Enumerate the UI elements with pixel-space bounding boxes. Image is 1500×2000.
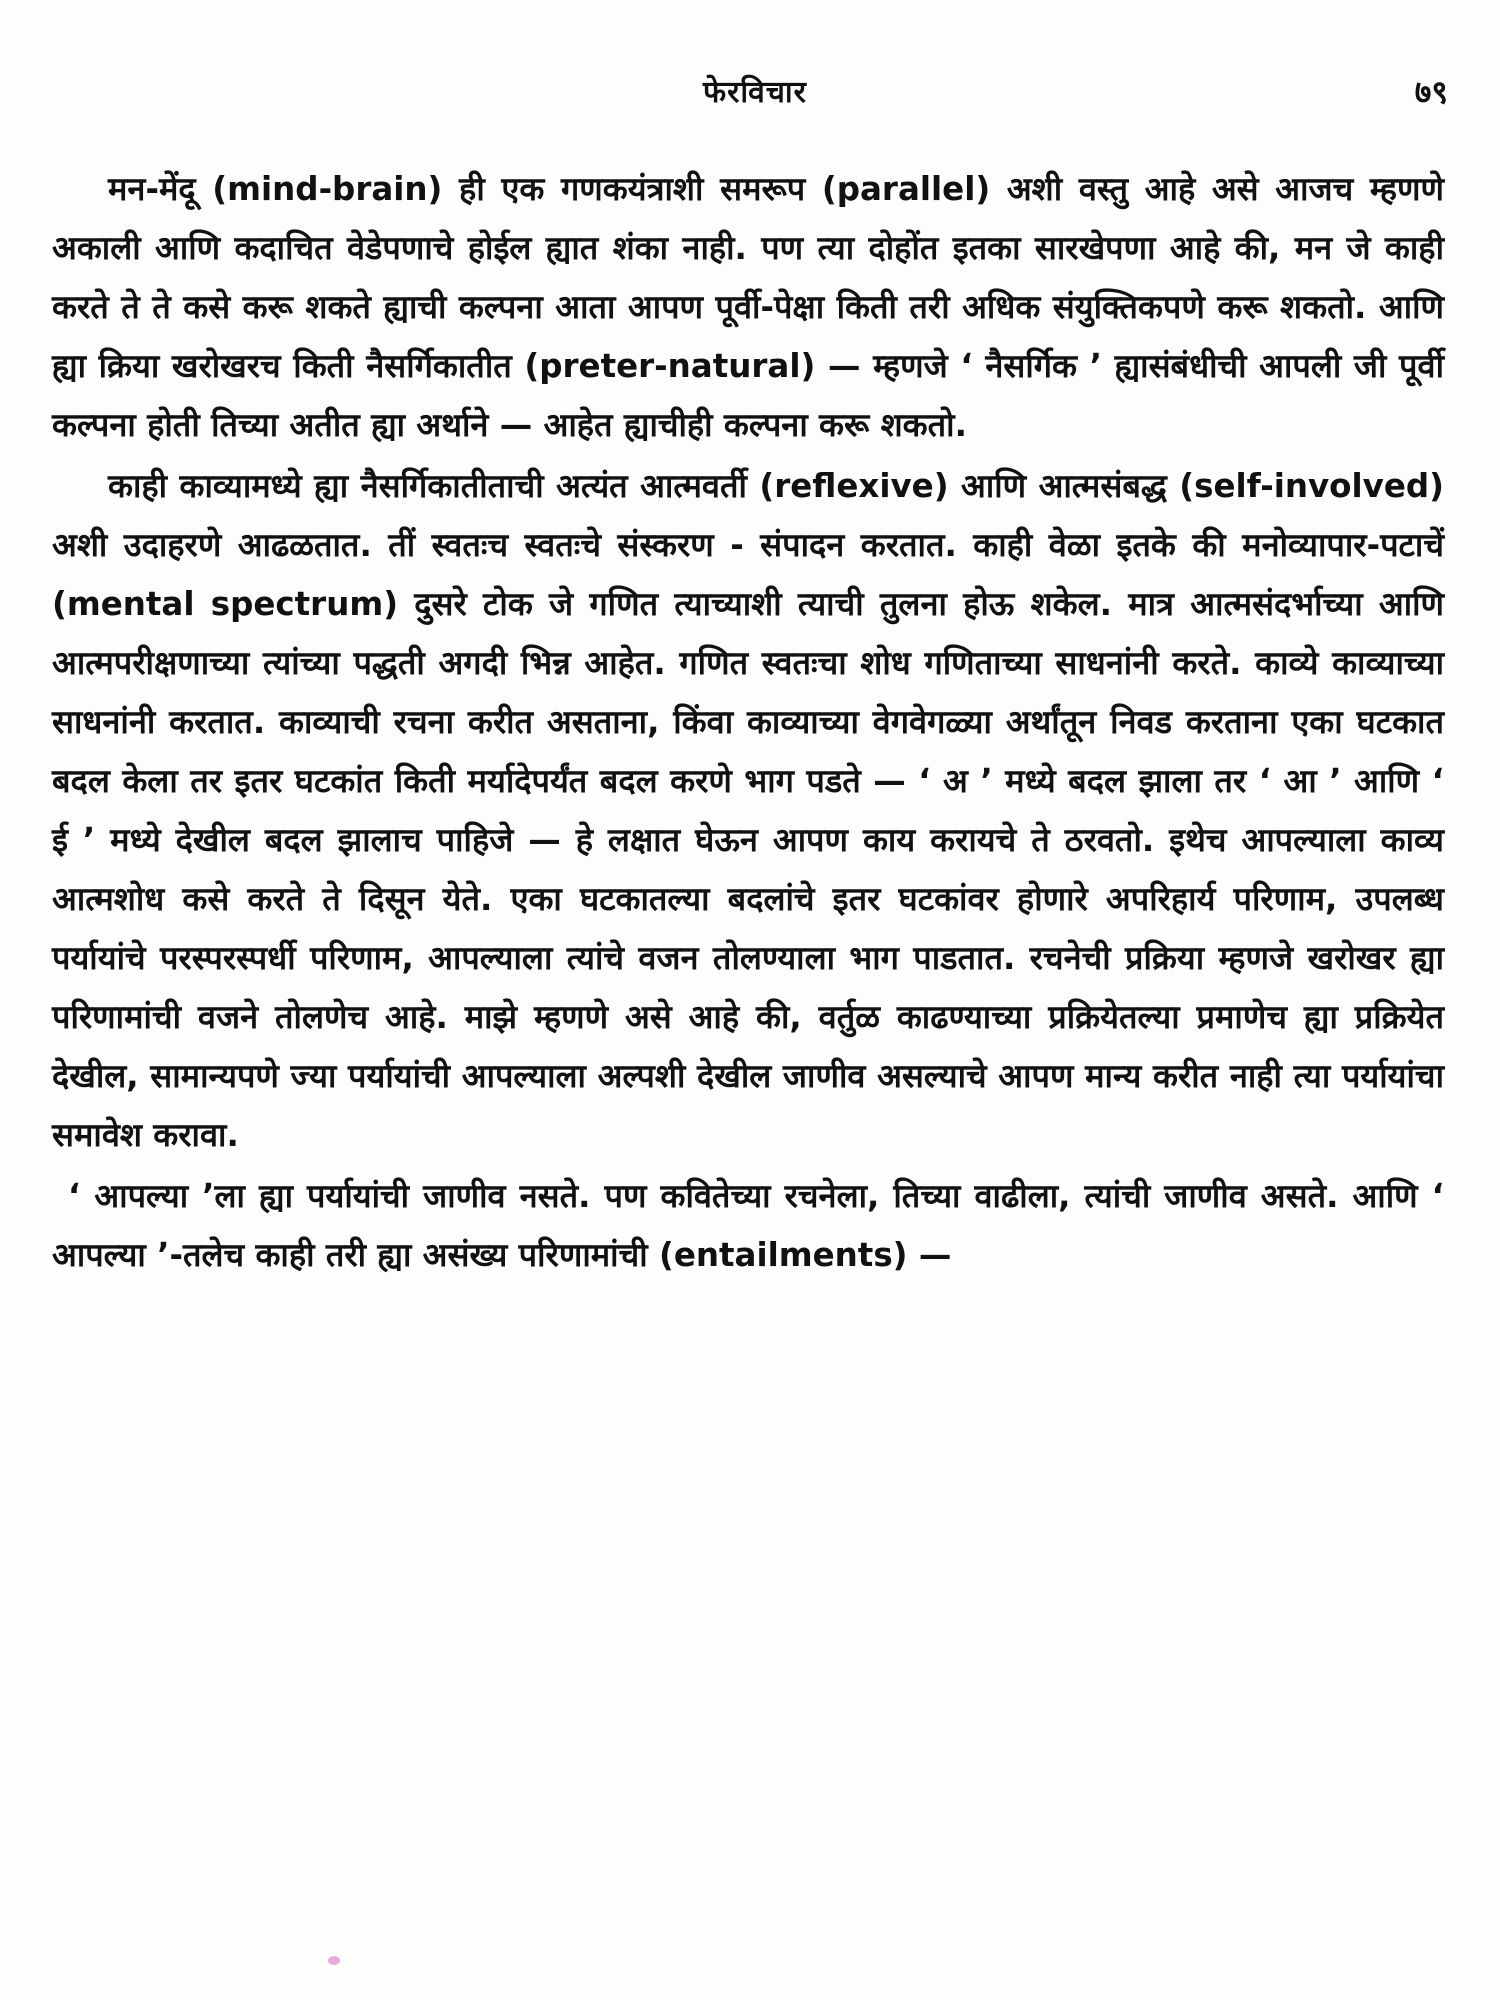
paragraph-3: ‘ आपल्या ’ला ह्या पर्यायांची जाणीव नसते. पण कवितेच्या रचनेला, तिच्या वाढीला, त्यांची जाणीव असते. आणि ‘ आपल्या ’-तलेच काही तरी ह्या असंख्य परिणामांची (entailments) — bbox=[52, 1177, 1444, 1274]
paragraph-2: काही काव्यामध्ये ह्या नैसर्गिकातीताची अत्यंत आत्मवर्ती (reflexive) आणि आत्मसंबद्ध (self-involved) अशी उदाहरणे आढळतात. तीं स्वतःच स्वतःचे संस्करण - संपादन करतात. काही वेळा इतके की मनोव्यापार-पटाचें (mental spectrum) दुसरे टोक जे गणित त्याच्याशी त्याची तुलना होऊ शकेल. मात्र आत्मसंदर्भाच्या आणि आत्मपरीक्षणाच्या त्यांच्या पद्धती अगदी भिन्न आहेत. गणित स्वतःचा शोध गणिताच्या साधनांनी करते. काव्ये काव्याच्या साधनांनी करतात. काव्याची रचना करीत असताना, किंवा काव्याच्या वेगवेगळ्या अर्थांतून निवड करताना एका घटकात बदल केला तर इतर घटकांत किती मर्यादेपर्यंत बदल करणे भाग पडते — ‘ अ ’ मध्ये बदल झाला तर ‘ आ ’ आणि ‘ ई ’ मध्ये देखील बदल झालाच पाहिजे — हे लक्षात घेऊन आपण काय करायचे ते ठरवतो. इथेच आपल्याला काव्य आत्मशोध कसे करते ते दिसून येते. एका घटकातल्या बदलांचे इतर घटकांवर होणारे अपरिहार्य परिणाम, उपलब्ध पर्यायांचे परस्परस्पर्धी परिणाम, आपल्याला त्यांचे वजन तोलण्याला भाग पाडतात. रचनेची प्रक्रिया म्हणजे खरोखर ह्या परिणामांची वजने तोलणेच आहे. माझे म्हणणे असे आहे की, वर्तुळ काढण्याच्या प्रक्रियेतल्या प्रमाणेच ह्या प्रक्रियेत देखील, सामान्यपणे ज्या पर्यायांची आपल्याला अल्पशी देखील जाणीव असल्याचे आपण मान्य करीत नाही त्या पर्यायांचा समावेश करावा. bbox=[52, 467, 1444, 1154]
chapter-title: फेरविचार bbox=[703, 75, 807, 110]
ink-smudge bbox=[328, 1956, 340, 1965]
page-number: ७९ bbox=[1414, 73, 1448, 111]
paragraph-1: मन-मेंदू (mind-brain) ही एक गणकयंत्राशी समरूप (parallel) अशी वस्तु आहे असे आजच म्हणणे अकाली आणि कदाचित वेडेपणाचे होईल ह्यात शंका नाही. पण त्या दोहोंत इतका सारखेपणा आहे की, मन जे काही करते ते ते कसे करू शकते ह्याची कल्पना आता आपण पूर्वी-पेक्षा किती तरी अधिक संयुक्तिकपणे करू शकतो. आणि ह्या क्रिया खरोखरच किती नैसर्गिकातीत (preter-natural) — म्हणजे ‘ नैसर्गिक ’ ह्यासंबंधीची आपली जी पूर्वी कल्पना होती तिच्या अतीत ह्या अर्थाने — आहेत ह्याचीही कल्पना करू शकतो. bbox=[52, 170, 1444, 444]
running-head bbox=[50, 70, 1460, 130]
body-text bbox=[52, 160, 1444, 1285]
